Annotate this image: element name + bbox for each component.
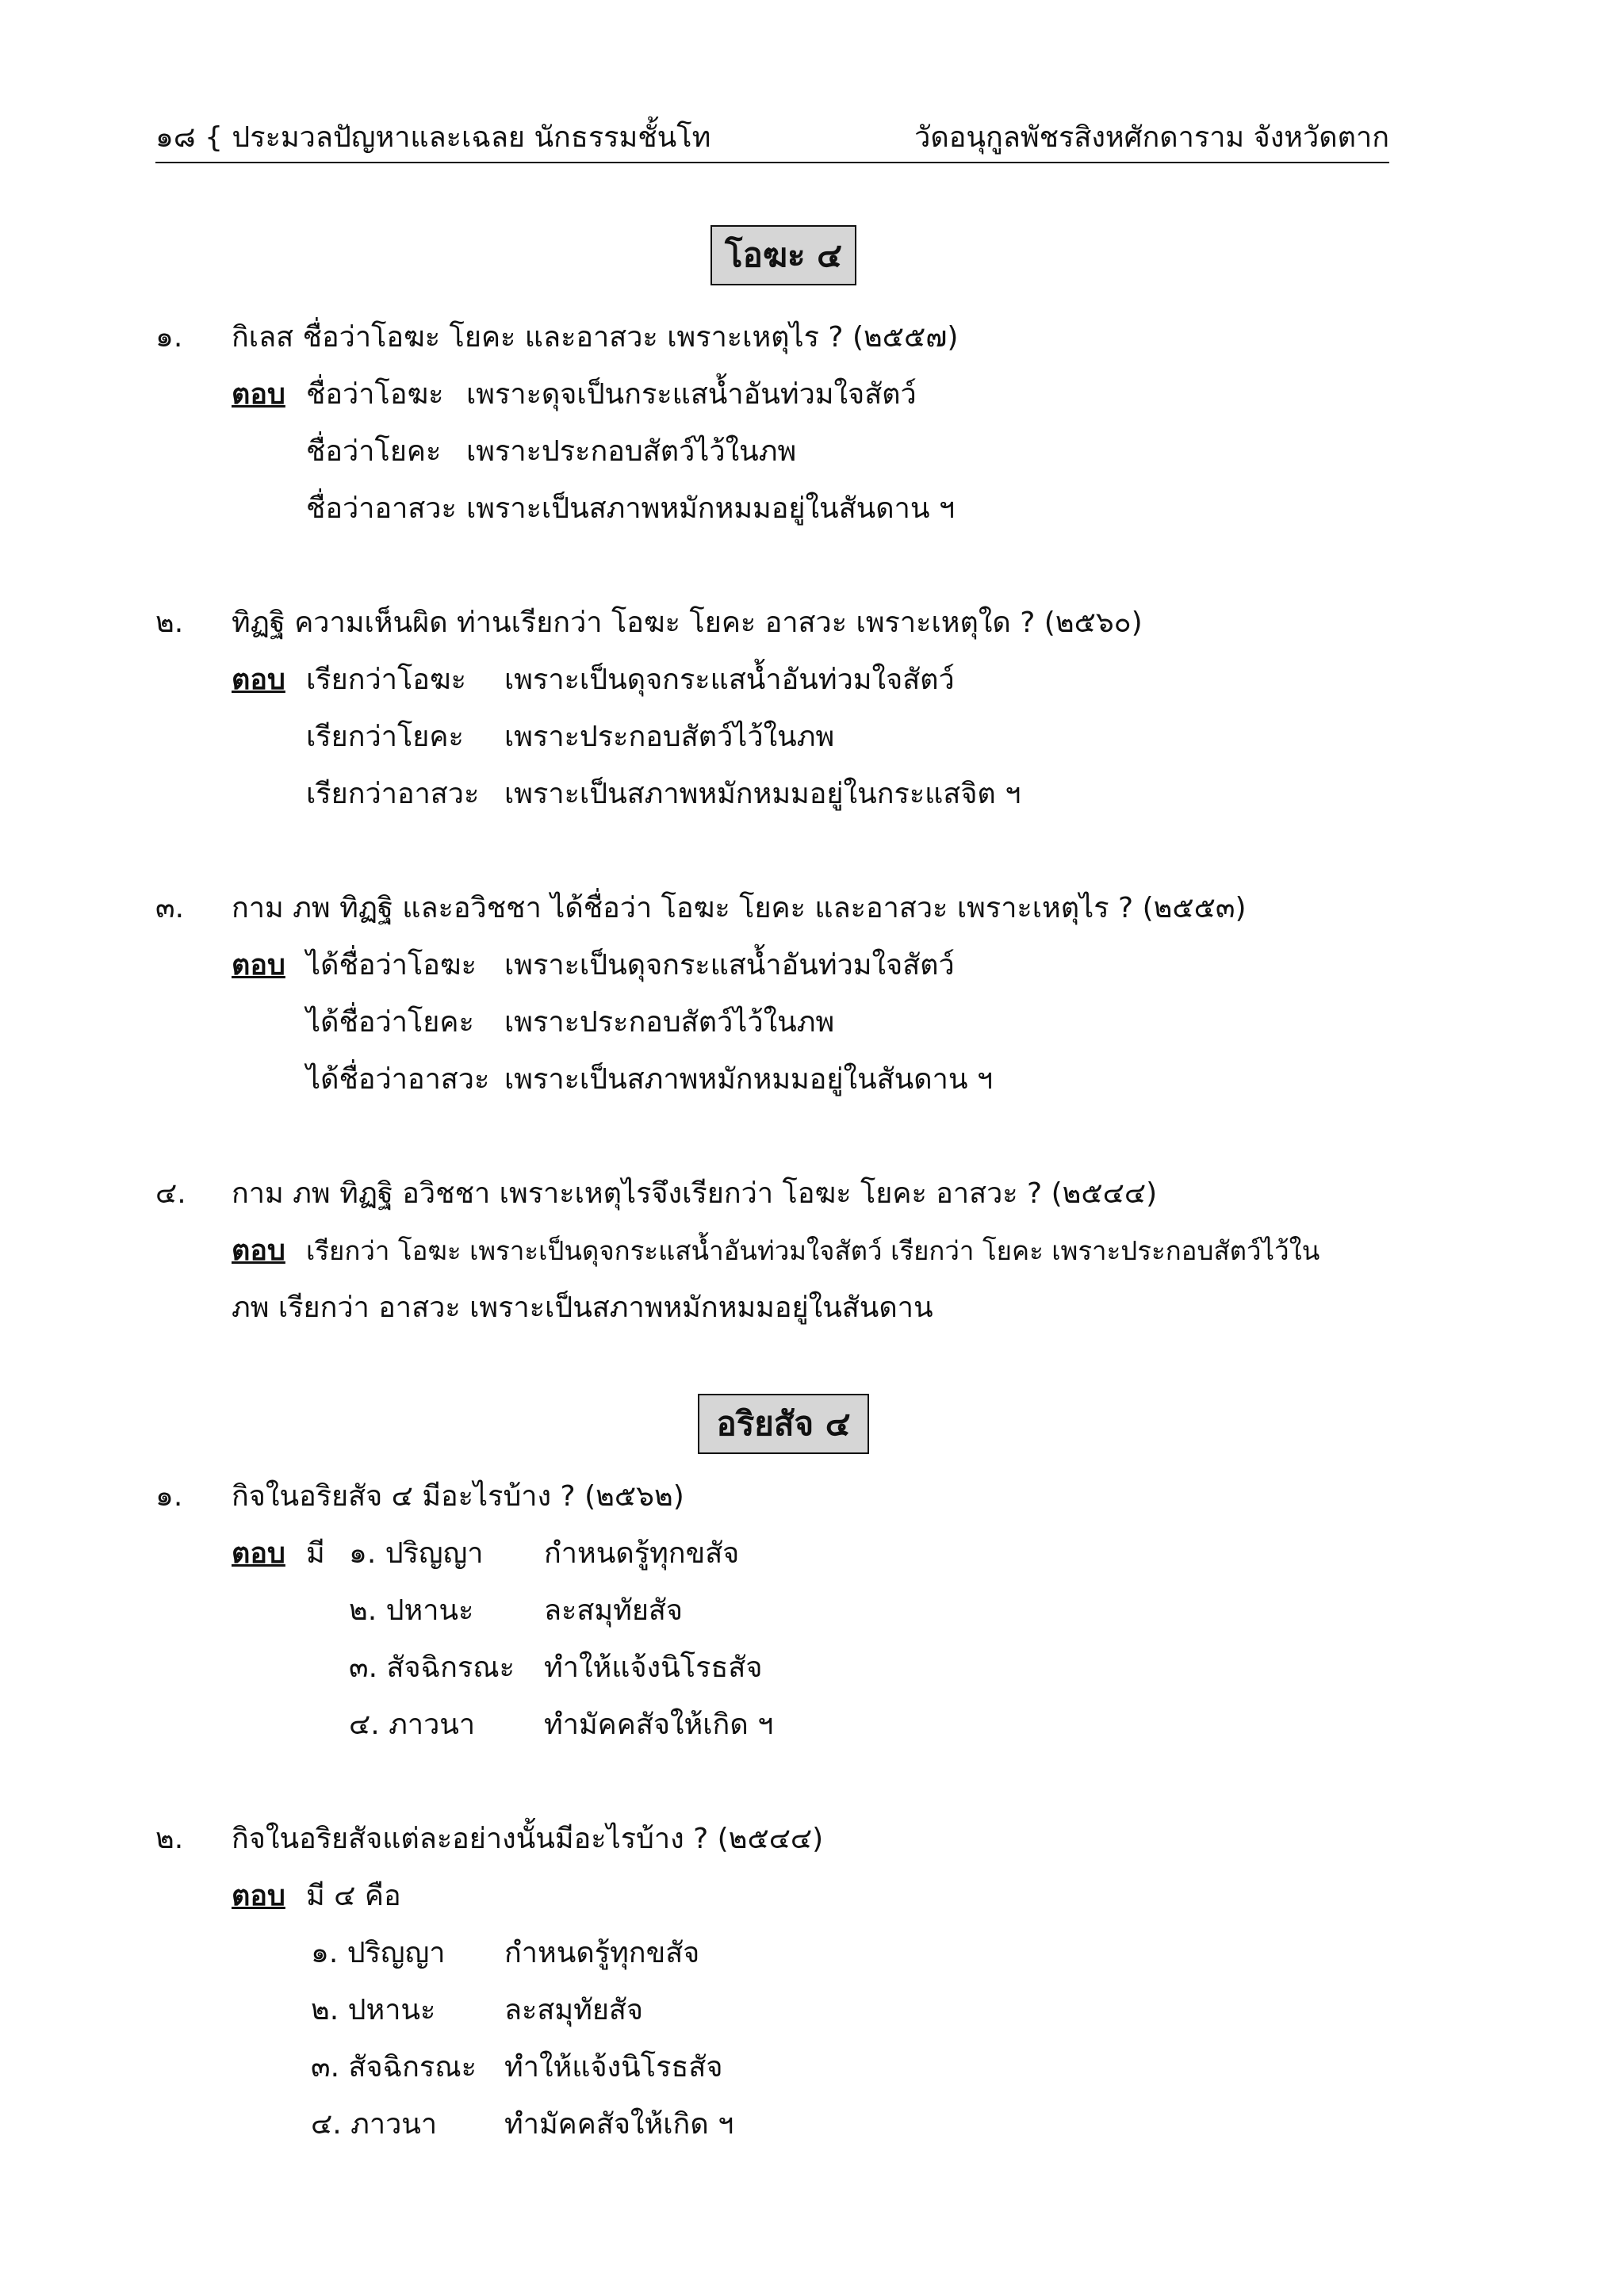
answer-label: ตอบ xyxy=(232,378,285,411)
answer-reason: เพราะประกอบสัตว์ไว้ในภพ xyxy=(466,435,797,468)
list-item-desc: ทำมัคคสัจให้เกิด ฯ xyxy=(504,2108,734,2141)
list-item-name: ๓. สัจฉิกรณะ xyxy=(311,2051,477,2084)
list-item-desc: ทำให้แจ้งนิโรธสัจ xyxy=(544,1651,763,1684)
answer-term: เรียกว่าอาสวะ xyxy=(306,778,480,810)
list-item-name: ๑. ปริญญา xyxy=(349,1537,484,1570)
header-left: ๑๘ { ประมวลปัญหาและเฉลย นักธรรมชั้นโท xyxy=(155,121,711,154)
page-header xyxy=(155,109,1389,163)
answer-reason: เพราะประกอบสัตว์ไว้ในภพ xyxy=(504,1006,835,1039)
header-right: วัดอนุกูลพัชรสิงหศักดาราม จังหวัดตาก xyxy=(914,121,1389,154)
answer-reason: เพราะเป็นสภาพหมักหมมอยู่ในกระแสจิต ฯ xyxy=(504,778,1021,810)
answer-intro: มี xyxy=(306,1537,325,1570)
answer-reason: เพราะเป็นดุจกระแสน้ำอันท่วมใจสัตว์ xyxy=(504,664,955,696)
question-text: กิเลส ชื่อว่าโอฆะ โยคะ และอาสวะ เพราะเหตุไร ? (๒๕๕๗) xyxy=(232,321,959,354)
list-item-desc: ทำให้แจ้งนิโรธสัจ xyxy=(504,2051,723,2084)
answer-term: ชื่อว่าอาสวะ xyxy=(306,492,457,525)
question-number: ๒. xyxy=(155,1823,184,1855)
answer-term: เรียกว่าโอฆะ xyxy=(306,664,466,696)
answer-term: ได้ชื่อว่าโยคะ xyxy=(306,1006,474,1039)
answer-term: ชื่อว่าโอฆะ xyxy=(306,378,444,411)
section-title-ogha: โอฆะ ๔ xyxy=(710,225,856,285)
question-number: ๔. xyxy=(155,1177,186,1210)
list-item-name: ๔. ภาวนา xyxy=(311,2108,438,2141)
list-item-desc: ละสมุทัยสัจ xyxy=(504,1994,643,2026)
question-text: กาม ภพ ทิฏฐิ อวิชชา เพราะเหตุไรจึงเรียกว่า โอฆะ โยคะ อาสวะ ? (๒๕๔๔) xyxy=(232,1177,1158,1210)
answer-reason: เพราะเป็นดุจกระแสน้ำอันท่วมใจสัตว์ xyxy=(504,949,955,982)
question-number: ๒. xyxy=(155,607,184,639)
list-item-name: ๒. ปหานะ xyxy=(311,1994,436,2026)
answer-label: ตอบ xyxy=(232,664,285,696)
answer-reason: เพราะเป็นสภาพหมักหมมอยู่ในสันดาน ฯ xyxy=(504,1063,994,1096)
answer-label: ตอบ xyxy=(232,949,285,982)
answer-label: ตอบ xyxy=(232,1537,285,1570)
list-item-name: ๓. สัจฉิกรณะ xyxy=(349,1651,515,1684)
answer-reason: เพราะดุจเป็นกระแสน้ำอันท่วมใจสัตว์ xyxy=(466,378,917,411)
answer-reason: เพราะประกอบสัตว์ไว้ในภพ xyxy=(504,721,835,753)
answer-text: ภพ เรียกว่า อาสวะ เพราะเป็นสภาพหมักหมมอยู่ในสันดาน xyxy=(232,1292,933,1324)
answer-intro: มี ๔ คือ xyxy=(306,1880,401,1912)
list-item-desc: กำหนดรู้ทุกขสัจ xyxy=(544,1537,740,1570)
answer-term: ชื่อว่าโยคะ xyxy=(306,435,442,468)
list-item-desc: ละสมุทัยสัจ xyxy=(544,1594,683,1627)
question-text: กาม ภพ ทิฏฐิ และอวิชชา ได้ชื่อว่า โอฆะ โยคะ และอาสวะ เพราะเหตุไร ? (๒๕๕๓) xyxy=(232,892,1247,924)
answer-label: ตอบ xyxy=(232,1880,285,1912)
answer-term: ได้ชื่อว่าโอฆะ xyxy=(306,949,477,982)
list-item-desc: กำหนดรู้ทุกขสัจ xyxy=(504,1937,700,1969)
question-number: ๑. xyxy=(155,1480,183,1513)
question-text: กิจในอริยสัจ ๔ มีอะไรบ้าง ? (๒๕๖๒) xyxy=(232,1480,684,1513)
section-title-ariyasacca: อริยสัจ ๔ xyxy=(698,1394,869,1454)
question-text: กิจในอริยสัจแต่ละอย่างนั้นมีอะไรบ้าง ? (๒๕๔๔) xyxy=(232,1823,824,1855)
answer-text: เรียกว่า โอฆะ เพราะเป็นดุจกระแสน้ำอันท่วมใจสัตว์ เรียกว่า โยคะ เพราะประกอบสัตว์ไว้ใน xyxy=(306,1235,1320,1266)
question-number: ๓. xyxy=(155,892,185,924)
list-item-name: ๔. ภาวนา xyxy=(349,1709,476,1741)
answer-reason: เพราะเป็นสภาพหมักหมมอยู่ในสันดาน ฯ xyxy=(466,492,956,525)
list-item-desc: ทำมัคคสัจให้เกิด ฯ xyxy=(544,1709,774,1741)
answer-term: ได้ชื่อว่าอาสวะ xyxy=(306,1063,490,1096)
question-number: ๑. xyxy=(155,321,183,354)
list-item-name: ๑. ปริญญา xyxy=(311,1937,446,1969)
list-item-name: ๒. ปหานะ xyxy=(349,1594,474,1627)
question-text: ทิฏฐิ ความเห็นผิด ท่านเรียกว่า โอฆะ โยคะ อาสวะ เพราะเหตุใด ? (๒๕๖๐) xyxy=(232,607,1143,639)
answer-label: ตอบ xyxy=(232,1234,285,1267)
answer-term: เรียกว่าโยคะ xyxy=(306,721,464,753)
